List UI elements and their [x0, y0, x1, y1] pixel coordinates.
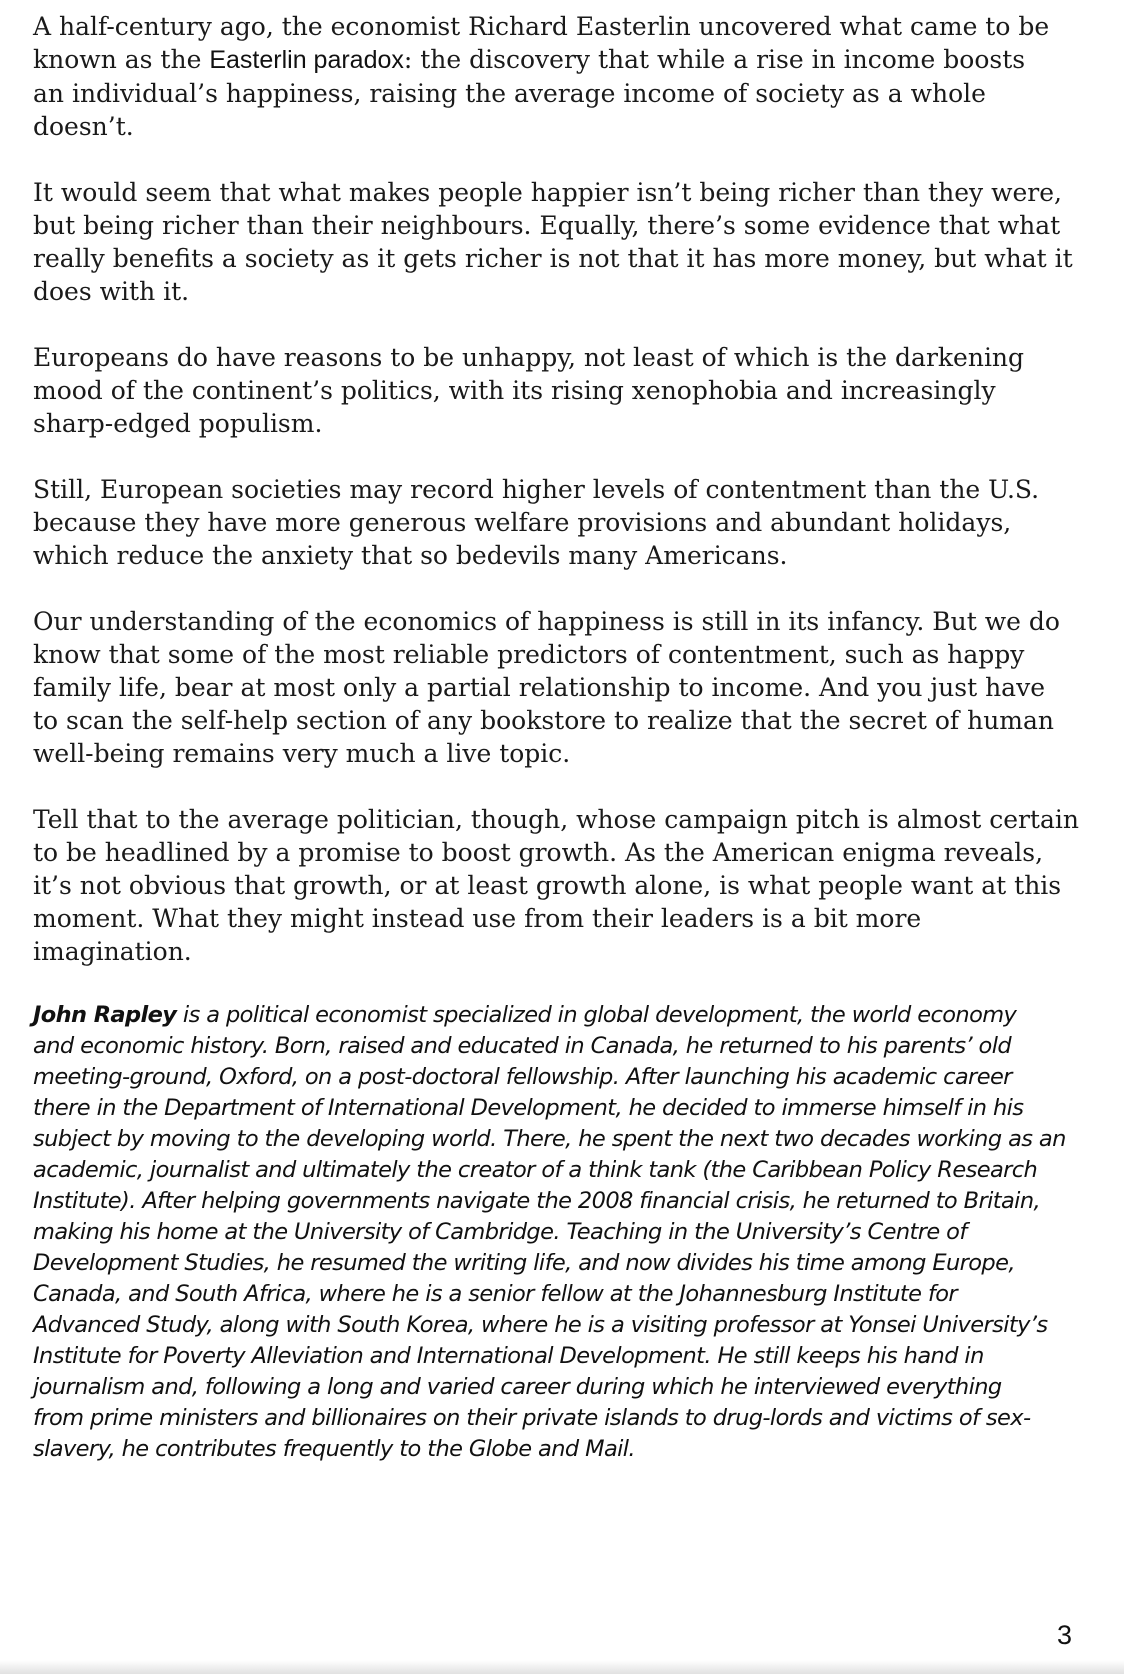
text-line: really benefits a society as it gets richer is not that it has more money, but what it — [33, 244, 1073, 273]
text-line: family life, bear at most only a partial relationship to income. And you just have — [33, 673, 1045, 702]
page-bottom-edge — [0, 1660, 1124, 1674]
paragraph-2 — [33, 176, 1083, 308]
author-name: John Rapley — [33, 1002, 177, 1028]
bio-line: academic, journalist and ultimately the creator of a think tank (the Caribbean Policy Research — [33, 1157, 1038, 1183]
text-fragment: : the discovery that while a rise in income boosts — [403, 45, 1026, 74]
text-line: moment. What they might instead use from their leaders is a bit more — [33, 904, 922, 933]
text-line: because they have more generous welfare provisions and abundant holidays, — [33, 508, 1012, 537]
paragraph-5 — [33, 605, 1083, 770]
text-line: an individual’s happiness, raising the average income of society as a whole — [33, 79, 986, 108]
bio-line — [33, 1000, 1093, 1031]
paragraph-6 — [33, 803, 1083, 968]
paragraph-1 — [33, 10, 1083, 143]
bio-line: and economic history. Born, raised and educated in Canada, he returned to his parents’ old — [33, 1033, 1012, 1059]
text-line: to scan the self-help section of any bookstore to realize that the secret of human — [33, 706, 1055, 735]
bio-line: Advanced Study, along with South Korea, where he is a visiting professor at Yonsei University’s — [33, 1312, 1048, 1338]
text-line: know that some of the most reliable predictors of contentment, such as happy — [33, 640, 1025, 669]
author-bio — [33, 1000, 1093, 1465]
bio-line: journalism and, following a long and varied career during which he interviewed everything — [33, 1374, 1002, 1400]
text-line: Europeans do have reasons to be unhappy, not least of which is the darkening — [33, 343, 1025, 372]
text-line: doesn’t. — [33, 112, 134, 141]
easterlin-paradox-term: Easterlin paradox — [209, 46, 404, 74]
bio-text-fragment: is a political economist specialized in global development, the world economy — [176, 1002, 1017, 1028]
bio-line: meeting-ground, Oxford, on a post-doctoral fellowship. After launching his academic career — [33, 1064, 1012, 1090]
text-line: does with it. — [33, 277, 190, 306]
bio-line: Canada, and South Africa, where he is a senior fellow at the Johannesburg Institute for — [33, 1281, 958, 1307]
bio-line: making his home at the University of Cambridge. Teaching in the University’s Centre of — [33, 1219, 967, 1245]
page-number: 3 — [1056, 1620, 1072, 1650]
text-line: It would seem that what makes people happier isn’t being richer than they were, — [33, 178, 1062, 207]
bio-line: Development Studies, he resumed the writing life, and now divides his time among Europe, — [33, 1250, 1015, 1276]
paragraph-4 — [33, 473, 1083, 572]
text-line: Our understanding of the economics of happiness is still in its infancy. But we do — [33, 607, 1060, 636]
bio-line: slavery, he contributes frequently to the Globe and Mail. — [33, 1436, 635, 1462]
text-line: A half-century ago, the economist Richard Easterlin uncovered what came to be — [33, 12, 1050, 41]
bio-line: subject by moving to the developing world. There, he spent the next two decades working as an — [33, 1126, 1066, 1152]
bio-line: Institute for Poverty Alleviation and International Development. He still keeps his hand in — [33, 1343, 984, 1369]
article-body — [33, 10, 1083, 1001]
bio-line: from prime ministers and billionaires on their private islands to drug-lords and victims of sex- — [33, 1405, 1031, 1431]
text-line: to be headlined by a promise to boost growth. As the American enigma reveals, — [33, 838, 1044, 867]
text-line: but being richer than their neighbours. Equally, there’s some evidence that what — [33, 211, 1061, 240]
paragraph-3 — [33, 341, 1083, 440]
text-line: sharp-edged populism. — [33, 409, 323, 438]
text-line: well-being remains very much a live topic. — [33, 739, 571, 768]
text-line: which reduce the anxiety that so bedevils many Americans. — [33, 541, 788, 570]
text-line: Tell that to the average politician, though, whose campaign pitch is almost certain — [33, 805, 1079, 834]
text-fragment: known as the — [33, 45, 210, 74]
text-line — [33, 43, 1083, 77]
bio-line: Institute). After helping governments navigate the 2008 financial crisis, he returned to Britain, — [33, 1188, 1041, 1214]
text-line: imagination. — [33, 937, 192, 966]
text-line: it’s not obvious that growth, or at least growth alone, is what people want at this — [33, 871, 1062, 900]
text-line: Still, European societies may record higher levels of contentment than the U.S. — [33, 475, 1040, 504]
text-line: mood of the continent’s politics, with its rising xenophobia and increasingly — [33, 376, 996, 405]
bio-line: there in the Department of International Development, he decided to immerse himself in his — [33, 1095, 1024, 1121]
